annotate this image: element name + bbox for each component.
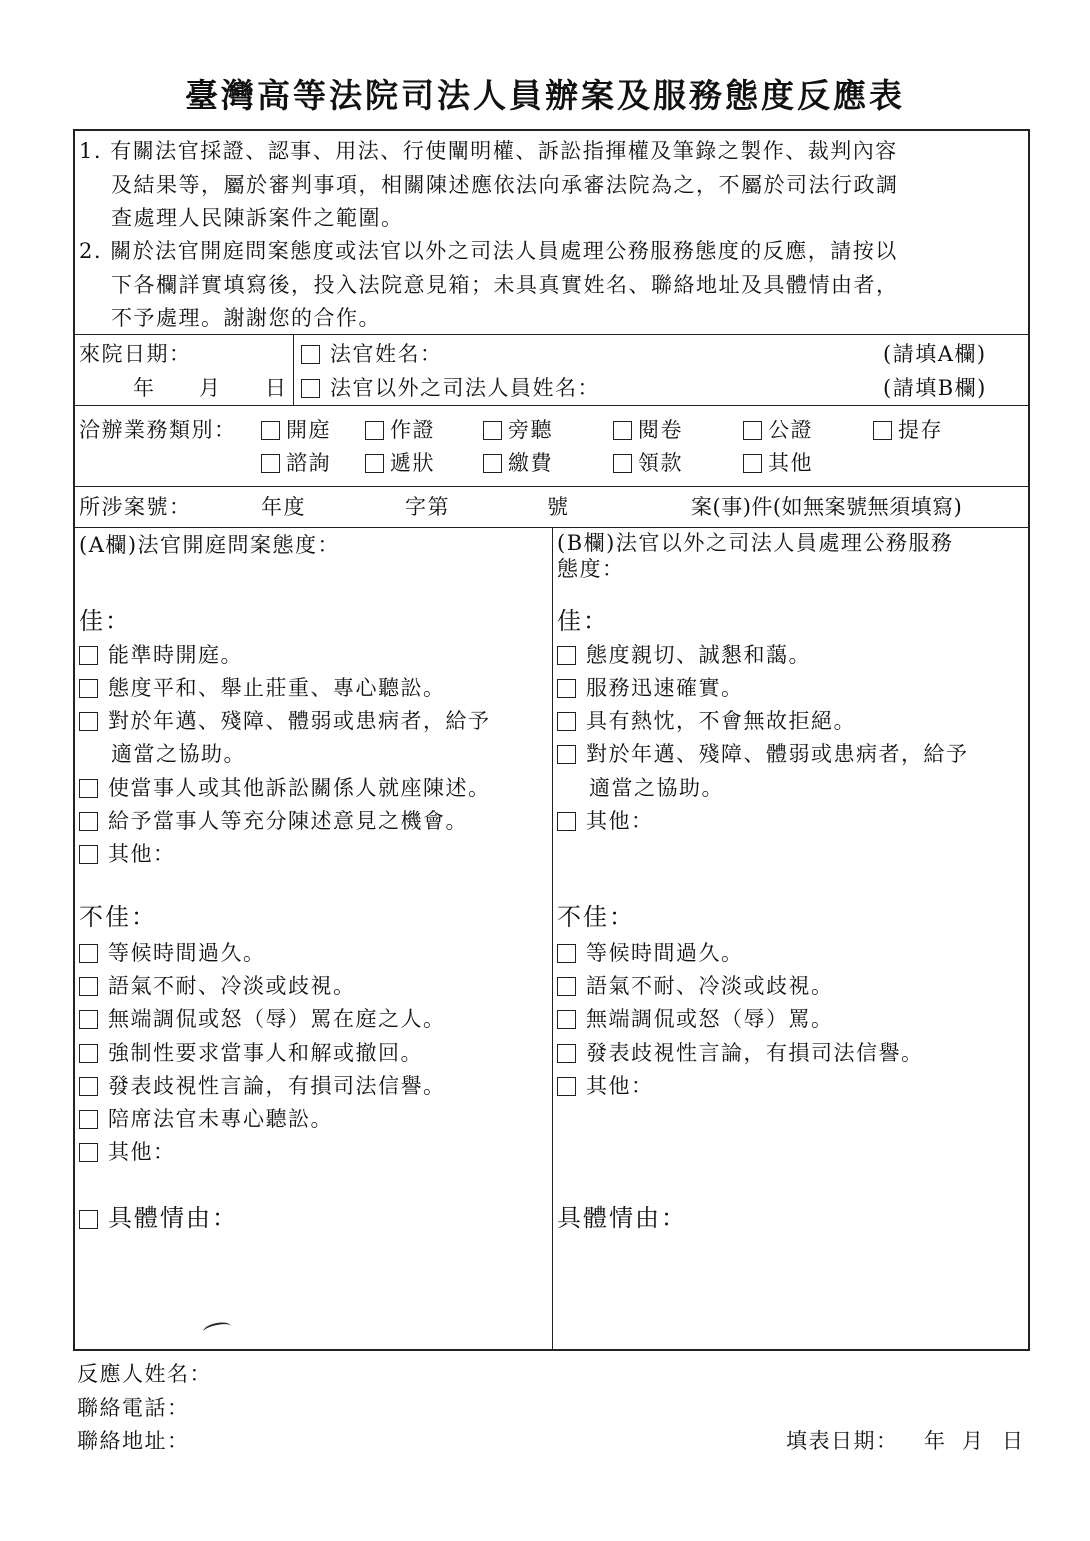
colA-good-item	[79, 672, 446, 705]
colA-bad-checkbox[interactable]	[79, 1010, 98, 1029]
colA-header: (A欄)法官開庭問案態度：	[79, 533, 341, 557]
colA-bad-item	[79, 970, 356, 1003]
business-checkbox[interactable]	[261, 454, 280, 473]
case-label: 所涉案號：	[79, 495, 192, 519]
divider	[293, 334, 294, 405]
business-option	[743, 447, 813, 480]
colB-bad-item	[557, 1070, 654, 1103]
case-suffix: 案(事)件(如無案號無須填寫)	[691, 495, 963, 519]
colB-good-item	[557, 639, 811, 672]
colA-bad-item	[79, 937, 266, 970]
business-option	[483, 414, 553, 447]
colB-good-item-cont: 適當之協助。	[589, 776, 724, 800]
colA-bad-text: 強制性要求當事人和解或撤回。	[108, 1041, 423, 1065]
business-option	[743, 414, 813, 447]
colA-good-item	[79, 805, 468, 838]
colA-good-checkbox[interactable]	[79, 712, 98, 731]
colB-good-checkbox[interactable]	[557, 646, 576, 665]
business-checkbox[interactable]	[743, 454, 762, 473]
business-checkbox[interactable]	[365, 454, 384, 473]
fill-date-day: 日	[1002, 1429, 1025, 1453]
business-option-label: 旁聽	[508, 418, 553, 442]
colA-bad-item	[79, 1136, 176, 1169]
feedback-form	[73, 129, 1030, 1351]
colA-bad-label: 不佳：	[79, 903, 157, 931]
colB-good-text: 服務迅速確實。	[586, 676, 744, 700]
colB-good-item	[557, 738, 969, 771]
colA-bad-item	[79, 1037, 423, 1070]
colB-good-checkbox[interactable]	[557, 745, 576, 764]
colB-good-text: 對於年邁、殘障、體弱或患病者，給予	[586, 742, 969, 766]
staff-hint: (請填B欄)	[883, 376, 987, 400]
colB-bad-checkbox[interactable]	[557, 944, 576, 963]
phone-label: 聯絡電話：	[77, 1396, 190, 1420]
colA-good-item	[79, 772, 491, 805]
colA-good-checkbox[interactable]	[79, 845, 98, 864]
visit-date-day: 日	[265, 376, 288, 400]
judge-name-row	[301, 338, 443, 371]
form-title: 臺灣高等法院司法人員辦案及服務態度反應表	[185, 76, 905, 115]
colA-bad-checkbox[interactable]	[79, 1143, 98, 1162]
business-checkbox[interactable]	[261, 421, 280, 440]
colA-bad-checkbox[interactable]	[79, 1077, 98, 1096]
business-checkbox[interactable]	[613, 454, 632, 473]
colB-good-text: 態度親切、誠懇和藹。	[586, 643, 811, 667]
colA-bad-text: 發表歧視性言論，有損司法信譽。	[108, 1074, 446, 1098]
business-option-label: 遞狀	[390, 451, 435, 475]
notice-item1-line1: 1. 有關法官採證、認事、用法、行使闡明權、訴訟指揮權及筆錄之製作、裁判內容	[79, 139, 898, 163]
colA-reason	[79, 1202, 238, 1235]
colA-bad-item	[79, 1070, 446, 1103]
colA-bad-text: 語氣不耐、冷淡或歧視。	[108, 974, 356, 998]
notice-item1-line3: 查處理人民陳訴案件之範圍。	[111, 206, 404, 230]
colA-bad-text: 等候時間過久。	[108, 941, 266, 965]
colA-good-checkbox[interactable]	[79, 812, 98, 831]
business-option-label: 繳費	[508, 451, 553, 475]
colA-good-checkbox[interactable]	[79, 679, 98, 698]
business-option-label: 提存	[898, 418, 943, 442]
colB-good-text: 具有熱忱，不會無故拒絕。	[586, 709, 856, 733]
colB-good-checkbox[interactable]	[557, 712, 576, 731]
colB-bad-item	[557, 970, 834, 1003]
business-option-label: 公證	[768, 418, 813, 442]
colB-bad-checkbox[interactable]	[557, 977, 576, 996]
colA-bad-checkbox[interactable]	[79, 1110, 98, 1129]
business-option	[365, 447, 435, 480]
colB-bad-label: 不佳：	[557, 903, 635, 931]
colA-good-text: 能準時開庭。	[108, 643, 243, 667]
colA-bad-text: 其他：	[108, 1140, 176, 1164]
colA-good-checkbox[interactable]	[79, 779, 98, 798]
colA-bad-checkbox[interactable]	[79, 977, 98, 996]
visit-date-month: 月	[199, 376, 222, 400]
colA-bad-item	[79, 1003, 446, 1036]
respondent-name-label: 反應人姓名：	[77, 1362, 212, 1386]
colA-good-item-cont: 適當之協助。	[111, 742, 246, 766]
fill-date-label: 填表日期：	[786, 1429, 899, 1453]
colB-good-checkbox[interactable]	[557, 679, 576, 698]
staff-name-checkbox[interactable]	[301, 379, 320, 398]
colB-bad-text: 發表歧視性言論，有損司法信譽。	[586, 1041, 924, 1065]
business-checkbox[interactable]	[365, 421, 384, 440]
colB-bad-item	[557, 937, 744, 970]
notice-item2-line1: 2. 關於法官開庭問案態度或法官以外之司法人員處理公務服務態度的反應，請按以	[79, 239, 898, 263]
visit-date-label: 來院日期：	[79, 342, 192, 366]
colB-bad-text: 語氣不耐、冷淡或歧視。	[586, 974, 834, 998]
business-option-label: 其他	[768, 451, 813, 475]
colB-bad-checkbox[interactable]	[557, 1077, 576, 1096]
colA-good-text: 給予當事人等充分陳述意見之機會。	[108, 809, 468, 833]
colA-reason-checkbox[interactable]	[79, 1210, 98, 1229]
business-checkbox[interactable]	[873, 421, 892, 440]
fill-date-year: 年	[924, 1429, 947, 1453]
divider	[75, 334, 1028, 335]
colB-bad-text: 其他：	[586, 1074, 654, 1098]
business-checkbox[interactable]	[483, 454, 502, 473]
business-checkbox[interactable]	[613, 421, 632, 440]
colB-bad-text: 等候時間過久。	[586, 941, 744, 965]
colB-bad-item	[557, 1037, 924, 1070]
divider	[75, 486, 1028, 487]
notice-item2-line3: 不予處理。謝謝您的合作。	[111, 306, 381, 330]
colB-bad-text: 無端調侃或怒（辱）罵。	[586, 1007, 834, 1031]
judge-hint: (請填A欄)	[883, 342, 987, 366]
colA-good-item	[79, 639, 243, 672]
colB-bad-checkbox[interactable]	[557, 1010, 576, 1029]
fill-date-month: 月	[962, 1429, 985, 1453]
colB-good-item	[557, 805, 654, 838]
business-option	[613, 447, 683, 480]
business-option	[261, 414, 331, 447]
colB-header-line1: (B欄)法官以外之司法人員處理公務服務	[557, 531, 954, 555]
colA-bad-text: 無端調侃或怒（辱）罵在庭之人。	[108, 1007, 446, 1031]
colA-reason-label: 具體情由：	[108, 1204, 238, 1232]
colA-good-text: 使當事人或其他訴訟關係人就座陳述。	[108, 776, 491, 800]
judge-name-checkbox[interactable]	[301, 345, 320, 364]
pen-mark	[202, 1320, 232, 1338]
address-label: 聯絡地址：	[77, 1429, 190, 1453]
business-option	[365, 414, 435, 447]
colB-bad-item	[557, 1003, 834, 1036]
business-option	[261, 447, 331, 480]
colA-good-text: 對於年邁、殘障、體弱或患病者，給予	[108, 709, 491, 733]
business-option	[483, 447, 553, 480]
notice-item2-line2: 下各欄詳實填寫後，投入法院意見箱；未具真實姓名、聯絡地址及具體情由者，	[111, 273, 899, 297]
colB-bad-checkbox[interactable]	[557, 1044, 576, 1063]
business-option-label: 作證	[390, 418, 435, 442]
divider	[552, 527, 553, 1351]
business-option-label: 閱卷	[638, 418, 683, 442]
colA-good-checkbox[interactable]	[79, 646, 98, 665]
business-option-label: 諮詢	[286, 451, 331, 475]
business-option-label: 開庭	[286, 418, 331, 442]
business-option-label: 領款	[638, 451, 683, 475]
judge-name-label: 法官姓名：	[330, 342, 443, 366]
business-checkbox[interactable]	[483, 421, 502, 440]
business-option	[873, 414, 943, 447]
colA-bad-checkbox[interactable]	[79, 944, 98, 963]
colB-good-item	[557, 705, 856, 738]
colA-good-text: 態度平和、舉止莊重、專心聽訟。	[108, 676, 446, 700]
colB-header-line2: 態度：	[557, 557, 625, 581]
colB-good-text: 其他：	[586, 809, 654, 833]
notice-item1-line2: 及結果等，屬於審判事項，相關陳述應依法向承審法院為之，不屬於司法行政調	[111, 173, 899, 197]
visit-date-year: 年	[133, 376, 156, 400]
business-label: 洽辦業務類別：	[79, 418, 237, 442]
colA-bad-text: 陪席法官未專心聽訟。	[108, 1107, 333, 1131]
staff-name-label: 法官以外之司法人員姓名：	[330, 376, 600, 400]
colA-good-item	[79, 705, 491, 738]
colA-bad-item	[79, 1103, 333, 1136]
colB-good-checkbox[interactable]	[557, 812, 576, 831]
business-checkbox[interactable]	[743, 421, 762, 440]
divider	[75, 405, 1028, 406]
business-option	[613, 414, 683, 447]
colA-good-label: 佳：	[79, 607, 131, 635]
staff-name-row	[301, 372, 600, 405]
colB-reason-label: 具體情由：	[557, 1204, 687, 1232]
colB-good-item	[557, 672, 744, 705]
colA-good-text: 其他：	[108, 842, 176, 866]
case-year: 年度	[261, 495, 306, 519]
case-number: 號	[547, 495, 570, 519]
colA-bad-checkbox[interactable]	[79, 1044, 98, 1063]
case-word: 字第	[405, 495, 450, 519]
colA-good-item	[79, 838, 176, 871]
colB-good-label: 佳：	[557, 607, 609, 635]
